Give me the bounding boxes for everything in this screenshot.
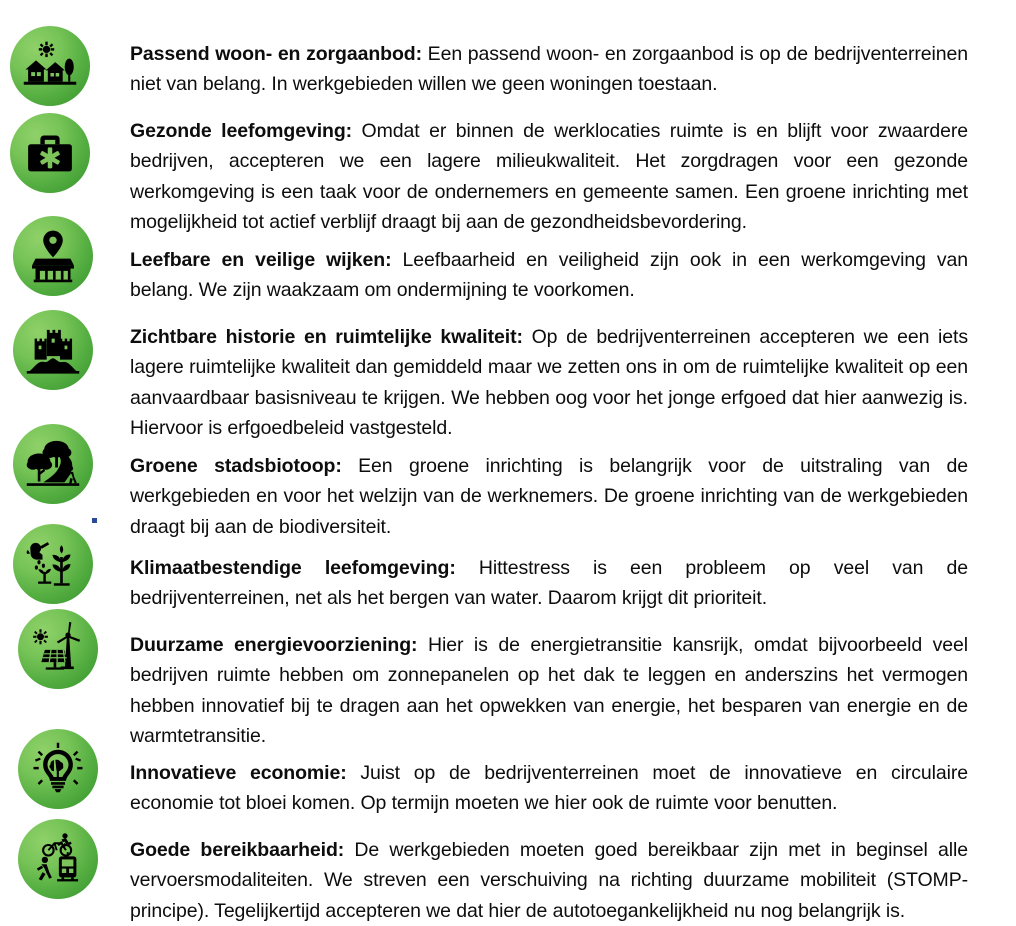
watering-can-plants-icon	[13, 524, 93, 604]
item-body-4: Op de bedrijventerreinen accepteren we een iets lagere ruimtelijke kwaliteit dan gemiddeld maar we zetten ons in om de ruimtelijke kwaliteit op een aanvaardbaar basisniveau te krijgen. We hebben oog voor het jonge erfgoed dat hier aanwezig is. Hiervoor is erfgoedbeleid vastgesteld.	[130, 326, 968, 440]
item-heading-5: Groene stadsbiotoop:	[130, 455, 342, 477]
item-heading-2: Gezonde leefomgeving:	[130, 120, 352, 142]
houses-sun-tree-icon	[10, 26, 90, 106]
item-heading-7: Duurzame energievoorziening:	[130, 634, 417, 656]
icon-column	[0, 0, 120, 919]
item-paragraph-2	[130, 116, 968, 238]
medical-bag-icon	[10, 113, 90, 193]
item-paragraph-5	[130, 451, 968, 543]
item-paragraph-7	[130, 630, 968, 752]
item-body-8: Juist op de bedrijventerreinen moet de innovatieve en circulaire economie tot bloei komen. Op termijn moeten we hier ook de ruimte voor benutten.	[130, 762, 968, 815]
item-heading-1: Passend woon- en zorgaanbod:	[130, 43, 422, 65]
item-body-7: Hier is de energietransitie kansrijk, omdat bijvoorbeeld veel bedrijven ruimte hebben om zonnepanelen op het dak te leggen en anderszins het vermogen hebben innovatief bij te dragen aan het opwekken van energie, het besparen van energie en de warmtetransitie.	[130, 634, 968, 748]
item-paragraph-6	[130, 553, 968, 614]
item-body-3: Leefbaarheid en veiligheid zijn ook in een werkomgeving van belang. We zijn waakzaam om ondermijning te voorkomen.	[130, 249, 968, 302]
item-heading-8: Innovatieve economie:	[130, 762, 347, 784]
item-paragraph-4	[130, 322, 968, 444]
item-paragraph-3	[130, 245, 968, 306]
trees-path-walker-icon	[13, 424, 93, 504]
bike-pedestrian-tram-icon	[18, 819, 98, 899]
item-body-6: Hittestress is een probleem op veel van de bedrijventerreinen, net als het bergen van water. Daarom krijgt dit prioriteit.	[130, 557, 968, 610]
item-body-9: De werkgebieden moeten goed bereikbaar zijn met in beginsel alle vervoersmodaliteiten. We streven een verschuiving na richting duurzame mobiliteit (STOMP-principe). Tegelijkertijd accepteren we dat hier de autotoegankelijkheid nu nog belangrijk is.	[130, 839, 968, 922]
item-body-1: Een passend woon- en zorgaanbod is op de bedrijventerreinen niet van belang. In werkgebieden willen we geen woningen toestaan.	[130, 43, 968, 96]
item-paragraph-8	[130, 758, 968, 819]
solar-panel-wind-turbine-icon	[18, 609, 98, 689]
item-paragraph-9	[130, 835, 968, 926]
item-heading-9: Goede bereikbaarheid:	[130, 839, 344, 861]
item-heading-6: Klimaatbestendige leefomgeving:	[130, 557, 456, 579]
lightbulb-brain-icon	[18, 729, 98, 809]
scan-artifact	[92, 518, 97, 523]
item-heading-4: Zichtbare historie en ruimtelijke kwaliteit:	[130, 326, 523, 348]
item-body-2: Omdat er binnen de werklocaties ruimte is en blijft voor zwaardere bedrijven, accepteren we een lagere milieukwaliteit. Het zorgdragen voor een gezonde werkomgeving is een taak voor de ondernemers en gemeente samen. Een groene inrichting met mogelijkheid tot actief verblijf draagt bij aan de gezondheidsbevordering.	[130, 120, 968, 234]
item-body-5: Een groene inrichting is belangrijk voor de uitstraling van de werkgebieden en voor het welzijn van de werknemers. De groene inrichting van de werkgebieden draagt bij aan de biodiversiteit.	[130, 455, 968, 538]
castle-icon	[13, 310, 93, 390]
map-pin-shop-icon	[13, 216, 93, 296]
item-paragraph-1	[130, 39, 968, 100]
item-heading-3: Leefbare en veilige wijken:	[130, 249, 392, 271]
